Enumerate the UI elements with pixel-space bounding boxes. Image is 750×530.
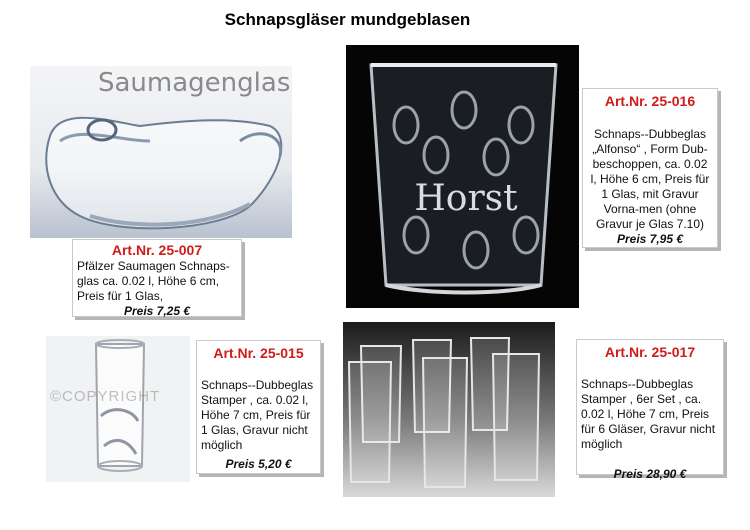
saumagen-image-caption: Saumagenglas	[98, 68, 291, 98]
set-article-number: Art.Nr. 25-017	[604, 344, 696, 360]
saumagen-article-number: Art.Nr. 25-007	[111, 242, 203, 258]
saumagen-description: Pfälzer Saumagen Schnaps-glas ca. 0.02 l, Höhe 6 cm, Preis für 1 Glas,	[77, 259, 230, 303]
alfonso-article-number: Art.Nr. 25-016	[604, 93, 696, 109]
alfonso-engraving-text: Horst	[414, 178, 518, 219]
set-glass-image	[343, 322, 555, 497]
set-card	[576, 339, 724, 481]
saumagen-price: Preis 7,25 €	[123, 304, 191, 318]
saumagen-card	[72, 239, 242, 317]
copyright-watermark: ©COPYRIGHT	[50, 388, 161, 405]
set-price: Preis 28,90 €	[613, 467, 687, 481]
page-title: Schnapsgläser mundgeblasen	[224, 10, 471, 29]
alfonso-glass-image	[346, 45, 579, 308]
alfonso-description: Schnaps--Dubbeglas „Alfonso“ , Form Dub-beschoppen, ca. 0.02 l, Höhe 6 cm, Preis für 1 Glas, mit Gravur Vorna-men (ohne Gravur je Glas 7.10)	[590, 127, 710, 231]
saumagen-glass-image	[30, 66, 292, 238]
alfonso-price: Preis 7,95 €	[616, 232, 684, 246]
stamper-glass-image	[46, 336, 190, 482]
alfonso-card	[582, 88, 718, 248]
stamper-price: Preis 5,20 €	[225, 457, 292, 471]
stamper-article-number: Art.Nr. 25-015	[213, 345, 304, 361]
stamper-card	[196, 340, 321, 474]
set-description: Schnaps--Dubbeglas Stamper , 6er Set , ca. 0.02 l, Höhe 7 cm, Preis für 6 Gläser, Gravur nicht möglich	[581, 377, 716, 451]
stamper-description: Schnaps--Dubbeglas Stamper , ca. 0.02 l, Höhe 7 cm, Preis für 1 Glas, Gravur nicht möglich	[201, 378, 314, 452]
